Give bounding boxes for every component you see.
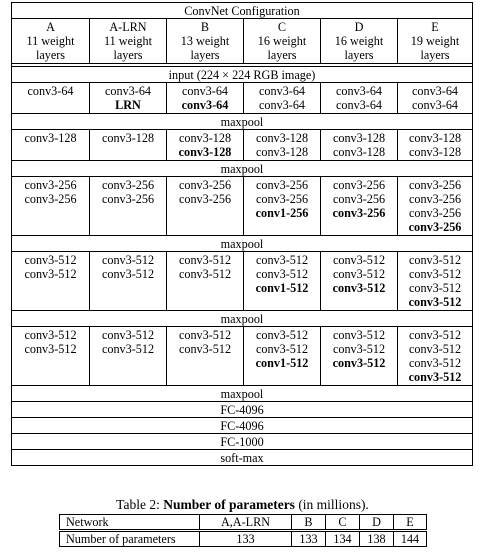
column-weight-count: 11 weight xyxy=(26,34,75,48)
config-column-header xyxy=(244,19,321,64)
column-weight-count: 19 weight xyxy=(410,34,460,48)
layer-entry: conv3-512 xyxy=(255,267,309,281)
layer-entry: conv3-128 xyxy=(101,131,155,145)
maxpool-label: maxpool xyxy=(12,386,473,402)
layer-entry: conv3-64 xyxy=(258,98,306,112)
column-weight-count: 11 weight xyxy=(104,34,152,48)
column-name: B xyxy=(200,20,210,34)
layer-entry: conv3-512 xyxy=(332,253,386,267)
conv-block-cell xyxy=(398,327,473,386)
maxpool-label-row xyxy=(12,236,473,252)
conv-block-cell xyxy=(12,177,90,236)
input-label-row xyxy=(12,67,473,83)
column-weight-count: 13 weight xyxy=(180,34,230,48)
layer-entry: conv3-512 xyxy=(408,370,462,384)
conv-block-cell xyxy=(90,327,167,386)
parameters-header-row xyxy=(60,515,427,531)
config-column-header xyxy=(398,19,473,64)
layer-entry: conv3-256 xyxy=(178,178,232,192)
layer-entry: conv3-128 xyxy=(332,131,386,145)
layer-entry: conv3-256 xyxy=(332,178,386,192)
layer-entry: conv3-512 xyxy=(408,267,462,281)
table2-caption-prefix: Table 2: xyxy=(116,497,164,512)
layer-entry: conv3-128 xyxy=(408,145,462,159)
layer-entry: conv3-512 xyxy=(24,267,77,281)
column-weight-count: 16 weight xyxy=(334,34,384,48)
conv-block-row xyxy=(12,252,473,311)
conv-block-cell xyxy=(321,252,398,311)
layer-entry: conv3-512 xyxy=(101,253,155,267)
layer-entry: conv3-512 xyxy=(408,281,462,295)
value-d: 138 xyxy=(360,531,394,547)
layer-entry: conv3-256 xyxy=(408,220,462,234)
table2-caption-suffix: (in millions). xyxy=(294,497,369,512)
maxpool-label: maxpool xyxy=(12,311,473,327)
layer-entry: conv3-256 xyxy=(408,206,462,220)
layer-entry: conv3-512 xyxy=(24,253,77,267)
parameters-value-row xyxy=(60,531,427,547)
layer-entry: conv3-256 xyxy=(255,192,309,206)
layer-entry: conv3-512 xyxy=(178,342,232,356)
column-name: E xyxy=(431,20,439,34)
maxpool-label-row xyxy=(12,311,473,327)
layer-entry: conv3-512 xyxy=(101,328,155,342)
layer-entry: conv1-256 xyxy=(255,206,309,220)
conv-block-cell xyxy=(12,83,90,114)
maxpool-label-row xyxy=(12,386,473,402)
conv-block-cell xyxy=(167,177,244,236)
conv-block-cell xyxy=(244,252,321,311)
conv-block-row xyxy=(12,83,473,114)
header-d: D xyxy=(360,515,394,531)
layer-entry: conv3-512 xyxy=(24,328,77,342)
config-column-header xyxy=(90,19,167,64)
classifier-layer-row xyxy=(12,434,473,450)
layer-entry: conv3-64 xyxy=(181,98,229,112)
conv-block-cell xyxy=(244,327,321,386)
layer-entry: conv3-128 xyxy=(178,145,232,159)
layer-entry: conv3-128 xyxy=(332,145,386,159)
layer-entry: conv3-512 xyxy=(101,267,155,281)
layer-entry: conv3-256 xyxy=(255,178,309,192)
layer-entry: conv3-256 xyxy=(332,192,386,206)
layer-entry: conv3-256 xyxy=(178,192,232,206)
column-name: C xyxy=(277,20,287,34)
layer-entry: conv3-512 xyxy=(332,356,386,370)
conv-block-cell xyxy=(398,83,473,114)
layer-entry: conv3-256 xyxy=(101,178,155,192)
config-column-header xyxy=(321,19,398,64)
maxpool-label: maxpool xyxy=(12,236,473,252)
column-name: A xyxy=(46,20,55,34)
layer-entry: conv3-512 xyxy=(408,342,462,356)
layer-entry: conv3-512 xyxy=(332,281,386,295)
conv-block-cell xyxy=(398,130,473,161)
conv-block-cell xyxy=(90,177,167,236)
layer-entry: conv3-128 xyxy=(408,131,462,145)
column-weight-unit: layers xyxy=(190,48,220,62)
table2-caption xyxy=(0,497,485,513)
table2-caption-bold: Number of parameters xyxy=(163,497,295,512)
classifier-layer-row xyxy=(12,418,473,434)
layer-entry: conv3-256 xyxy=(408,178,462,192)
conv-block-cell xyxy=(90,83,167,114)
conv-block-row xyxy=(12,327,473,386)
maxpool-label-row xyxy=(12,114,473,130)
layer-entry: conv3-512 xyxy=(408,295,462,309)
layer-entry: conv3-64 xyxy=(335,98,383,112)
layer-entry: conv3-128 xyxy=(255,131,309,145)
layer-entry: conv3-512 xyxy=(255,253,309,267)
conv-block-cell xyxy=(12,130,90,161)
layer-entry: conv3-128 xyxy=(255,145,309,159)
layer-entry: conv1-512 xyxy=(255,281,309,295)
column-name: D xyxy=(354,20,364,34)
layer-entry: conv3-512 xyxy=(178,328,232,342)
config-title: ConvNet Configuration xyxy=(12,3,473,19)
value-a-alrn: 133 xyxy=(200,531,292,547)
classifier-layer: soft-max xyxy=(12,450,473,466)
config-column-header xyxy=(167,19,244,64)
conv-block-cell xyxy=(90,252,167,311)
classifier-layer: FC-4096 xyxy=(12,418,473,434)
layer-entry: conv3-512 xyxy=(332,267,386,281)
conv-block-cell xyxy=(398,252,473,311)
classifier-layer-row xyxy=(12,450,473,466)
layer-entry: conv3-64 xyxy=(258,84,306,98)
layer-entry: conv3-512 xyxy=(255,342,309,356)
conv-block-cell xyxy=(244,177,321,236)
conv-block-row xyxy=(12,177,473,236)
conv-block-cell xyxy=(167,327,244,386)
layer-entry: conv3-256 xyxy=(101,192,155,206)
layer-entry: conv3-64 xyxy=(411,84,459,98)
column-weight-unit: layers xyxy=(113,48,143,62)
conv-block-cell xyxy=(12,252,90,311)
layer-entry: conv3-512 xyxy=(332,342,386,356)
conv-block-cell xyxy=(244,130,321,161)
classifier-layer: FC-1000 xyxy=(12,434,473,450)
column-weight-unit: layers xyxy=(344,48,374,62)
config-column-header xyxy=(12,19,90,64)
conv-block-cell xyxy=(321,83,398,114)
conv-block-cell xyxy=(90,130,167,161)
layer-entry: conv3-512 xyxy=(408,328,462,342)
header-c: C xyxy=(326,515,360,531)
conv-block-cell xyxy=(321,130,398,161)
value-e: 144 xyxy=(394,531,427,547)
config-header-row xyxy=(12,19,473,64)
layer-entry: conv3-64 xyxy=(27,84,74,98)
classifier-layer: FC-4096 xyxy=(12,402,473,418)
maxpool-label: maxpool xyxy=(12,114,473,130)
header-e: E xyxy=(394,515,427,531)
conv-block-cell xyxy=(321,177,398,236)
conv-block-cell xyxy=(321,327,398,386)
layer-entry: conv3-128 xyxy=(24,131,77,145)
layer-entry: conv3-256 xyxy=(24,178,77,192)
value-c: 134 xyxy=(326,531,360,547)
layer-entry: conv1-512 xyxy=(255,356,309,370)
layer-entry: conv3-64 xyxy=(181,84,229,98)
layer-entry: LRN xyxy=(115,98,141,112)
column-weight-unit: layers xyxy=(420,48,450,62)
column-weight-unit: layers xyxy=(267,48,297,62)
header-network: Network xyxy=(60,515,200,531)
layer-entry: conv3-512 xyxy=(408,253,462,267)
layer-entry: conv3-64 xyxy=(104,84,152,98)
layer-entry: conv3-128 xyxy=(178,131,232,145)
layer-entry: conv3-512 xyxy=(178,267,232,281)
layer-entry: conv3-256 xyxy=(24,192,77,206)
maxpool-label-row xyxy=(12,161,473,177)
conv-block-cell xyxy=(167,130,244,161)
layer-entry: conv3-512 xyxy=(408,356,462,370)
layer-entry: conv3-64 xyxy=(411,98,459,112)
column-weight-unit: layers xyxy=(35,48,66,62)
conv-block-cell xyxy=(398,177,473,236)
layer-entry: conv3-256 xyxy=(408,192,462,206)
value-b: 133 xyxy=(292,531,326,547)
layer-entry: conv3-256 xyxy=(332,206,386,220)
column-weight-count: 16 weight xyxy=(257,34,307,48)
conv-block-cell xyxy=(167,83,244,114)
layer-entry: conv3-512 xyxy=(332,328,386,342)
input-label: input (224 × 224 RGB image) xyxy=(12,67,473,83)
row-label: Number of parameters xyxy=(60,531,200,547)
config-title-row xyxy=(12,3,473,19)
layer-entry: conv3-64 xyxy=(335,84,383,98)
maxpool-label: maxpool xyxy=(12,161,473,177)
column-name: A-LRN xyxy=(109,20,147,34)
convnet-configuration-table xyxy=(11,2,473,466)
layer-entry: conv3-512 xyxy=(255,328,309,342)
layer-entry: conv3-512 xyxy=(101,342,155,356)
conv-block-row xyxy=(12,130,473,161)
layer-entry: conv3-512 xyxy=(24,342,77,356)
parameters-table xyxy=(59,514,427,547)
layer-entry: conv3-512 xyxy=(178,253,232,267)
classifier-layer-row xyxy=(12,402,473,418)
conv-block-cell xyxy=(12,327,90,386)
header-a-alrn: A,A-LRN xyxy=(200,515,292,531)
conv-block-cell xyxy=(244,83,321,114)
header-b: B xyxy=(292,515,326,531)
conv-block-cell xyxy=(167,252,244,311)
